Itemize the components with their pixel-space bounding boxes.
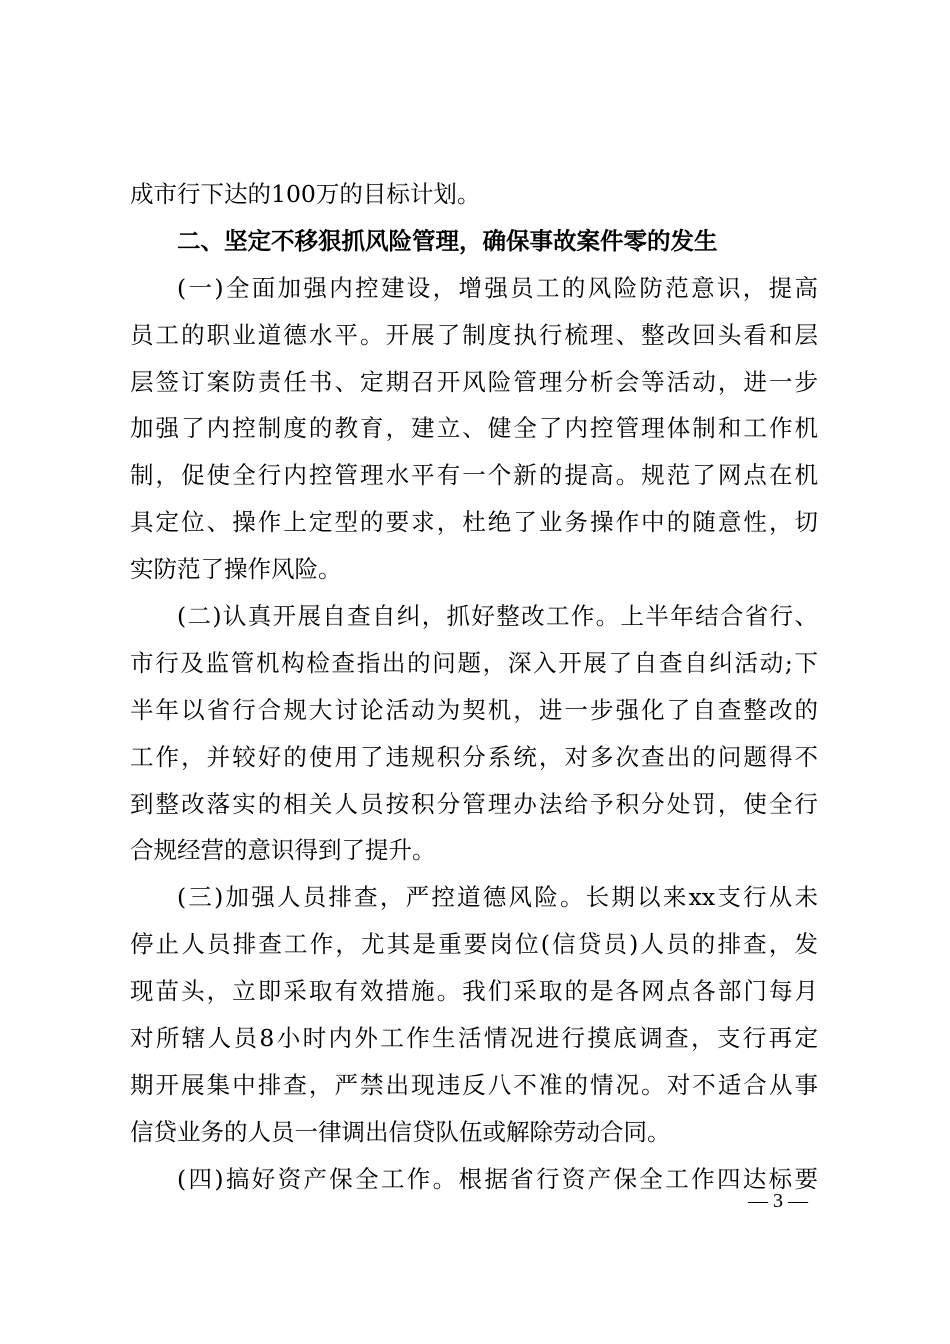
text-line: 信贷业务的人员一律调出信贷队伍或解除劳动合同。 <box>130 1117 671 1146</box>
body-text <box>130 171 818 1203</box>
text-line: 市行及监管机构检查指出的问题，深入开展了自查自纠活动;下 <box>130 648 818 677</box>
text-line: 员工的职业道德水平。开展了制度执行梳理、整改回头看和层 <box>130 320 818 349</box>
text-line: 制，促使全行内控管理水平有一个新的提高。规范了网点在机 <box>130 461 818 490</box>
text-line: 实防范了操作风险。 <box>130 555 342 584</box>
text-line: 期开展集中排查，严禁出现违反八不准的情况。对不适合从事 <box>130 1070 818 1099</box>
text-line: 加强了内控制度的教育，建立、健全了内控管理体制和工作机 <box>130 414 818 443</box>
text-line: 对所辖人员8小时内外工作生活情况进行摸底调查，支行再定 <box>130 1024 818 1053</box>
page-number: — 3 — <box>748 1190 808 1212</box>
text-line: 到整改落实的相关人员按积分管理办法给予积分处罚，使全行 <box>130 789 818 818</box>
text-line: 现苗头，立即采取有效措施。我们采取的是各网点各部门每月 <box>130 977 818 1006</box>
text-line: 半年以省行合规大讨论活动为契机，进一步强化了自查整改的 <box>130 695 818 724</box>
text-line: 层签订案防责任书、定期召开风险管理分析会等活动，进一步 <box>130 367 818 396</box>
text-line: (四)搞好资产保全工作。根据省行资产保全工作四达标要 <box>177 1164 818 1193</box>
text-line: 具定位、操作上定型的要求，杜绝了业务操作中的随意性，切 <box>130 508 818 537</box>
text-line: 工作，并较好的使用了违规积分系统，对多次查出的问题得不 <box>130 742 818 771</box>
text-line: (一)全面加强内控建设，增强员工的风险防范意识，提高 <box>177 273 818 302</box>
text-line: 停止人员排查工作，尤其是重要岗位(信贷员)人员的排查，发 <box>130 930 818 959</box>
text-line: 合规经营的意识得到了提升。 <box>130 836 436 865</box>
text-line: (二)认真开展自查自纠，抓好整改工作。上半年结合省行、 <box>177 602 818 631</box>
section-heading: 二、坚定不移狠抓风险管理，确保事故案件零的发生 <box>177 226 718 255</box>
text-line: (三)加强人员排查，严控道德风险。长期以来xx支行从未 <box>177 883 818 912</box>
text-line: 成市行下达的100万的目标计划。 <box>130 180 481 208</box>
